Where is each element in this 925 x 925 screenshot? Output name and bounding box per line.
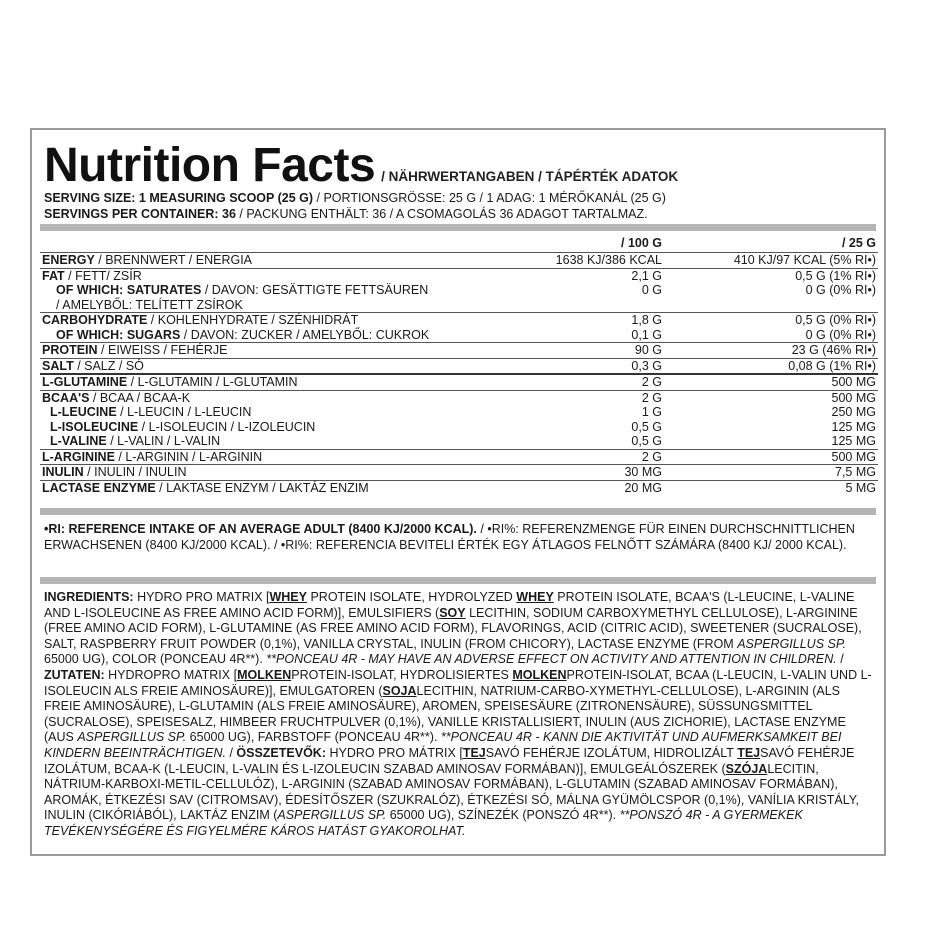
table-row: / AMELYBŐL: TELÍTETT ZSÍROK bbox=[56, 297, 243, 312]
servings-label: SERVINGS PER CONTAINER: 36 bbox=[44, 207, 236, 221]
label-title: Nutrition Facts bbox=[44, 139, 376, 192]
col-25g-header: / 25 G bbox=[841, 236, 876, 250]
nutrition-label bbox=[30, 128, 886, 856]
table-row: L-LEUCINE / L-LEUCIN / L-LEUCIN 1 G 250 MG bbox=[50, 405, 876, 420]
nutrition-table bbox=[40, 234, 878, 495]
ingredients-text: INGREDIENTS: HYDRO PRO MATRIX [WHEY PROTEIN ISOLATE, HYDROLYZED WHEY PROTEIN ISOLATE, BCAA'S (L-LEUCINE, L-VALINE AND L-ISOLEUCINE AS FREE AMINO ACID FORM)], EMULSIFIERS (SOY LECITHIN, SODIUM CARBOXYMETHYL CELLULOSE), L-ARGININE (FREE AMINO ACID FORM), L-GLUTAMINE (AS FREE AMINO ACID FORM), FLAVORINGS, ACID (CITRIC ACID), SWEETENER (SUCRALOSE), SALT, RASPBERRY FRUIT POWDER (0,1%), VANILLA CRYSTAL, INULIN (FROM CHICORY), LACTASE ENZYME (FROM ASPERGILLUS SP. 65000 UG), COLOR (PONCEAU 4R**). **PONCEAU 4R - MAY HAVE AN ADVERSE EFFECT ON ACTIVITY AND ATTENTION IN CHILDREN. / ZUTATEN: HYDROPRO MATRIX [MOLKENPROTEIN-ISOLAT, HYDROLISIERTES MOLKENPROTEIN-ISOLAT, BCAA (L-LEUCIN, L-VALIN UND L-ISOLEUCIN ALS FREIE AMINOSÄURE)], EMULGATOREN (SOJALECITHIN, NATRIUM-CARBO-XYMETHYL-CELLULOSE), L-ARGININ (ALS FREIE AMINOSÄURE), L-GLUTAMIN (ALS FREIE AMINOSÄURE), AROMEN, SPEISESÄURE (ZITRONENSÄURE), SÜSSUNGSMITTEL (SUCRALOSE), SPEISESALZ, HIMBEER FRUCHTPULVER (0,1%), VANILLE KRISTALLISIERT, INULIN (AUS ZICHORIE), LACTASE ENZYME (AUS ASPERGILLUS SP. 65000 UG), FARBSTOFF (PONCEAU 4R**). **PONCEAU 4R - KANN DIE AKTIVITÄT UND AUFMERKSAMKEIT BEI KINDERN BEEINTRÄCHTIGEN. / ÖSSZETEVŐK: HYDRO PRO MÁTRIX [TEJSAVÓ FEHÉRJE IZOLÁTUM, HIDROLIZÁLT TEJSAVÓ FEHÉRJE IZOLÁTUM, BCAA-K (L-LEUCIN, L-VALIN ÉS L-IZOLEUCIN SZABAD AMINOSAV FORMÁBAN)], EMULGEÁLÓSZEREK (SZÓJALECITIN, NÁTRIUM-KARBOXI-METIL-CELLULÓZ), L-ARGININ (SZABAD AMINOSAV FORMÁBAN), L-GLUTAMIN (SZABAD AMINOSAV FORMÁBAN), AROMÁK, ÉTKEZÉSI SAV (CITROMSAV), ÉDESÍTŐSZER (SZUKRALÓZ), ÉTKEZÉSI SÓ, MÁLNA GYÜMÖLCSPOR (0,1%), VANÍLIA KRISTÁLY, INULIN (CIKÓRIÁBÓL), LAKTÁZ ENZIM (ASPERGILLUS SP. 65000 UG), SZÍNEZÉK (PONSZÓ 4R**). **PONSZÓ 4R - A GYERMEKEK TEVÉKENYSÉGÉRE ÉS FIGYELMÉRE KÁROS HATÁST GYAKOROLHAT. bbox=[44, 590, 872, 838]
divider bbox=[40, 224, 876, 231]
table-row: OF WHICH: SATURATES / DAVON: GESÄTTIGTE FETTSÄUREN 0 G 0 G (0% RI•) bbox=[56, 283, 876, 298]
title-row bbox=[44, 138, 678, 193]
servings-rest: / PACKUNG ENTHÄLT: 36 / A CSOMAGOLÁS 36 ADAGOT TARTALMAZ. bbox=[235, 207, 648, 221]
reference-intake-note: •RI: REFERENCE INTAKE OF AN AVERAGE ADULT (8400 KJ/2000 KCAL). / •RI%: REFERENZMENGE FÜR EINEN DURCHSCHNITTLICHEN ERWACHSENEN (8400 KJ/2000 KCAL). / •RI%: REFERENCIA BEVITELI ÉRTÉK EGY ÁTLAGOS FELNŐTT SZÁMÁRA (8400 KJ/ 2000 KCAL). bbox=[44, 522, 855, 552]
col-100g-header: / 100 G bbox=[621, 236, 662, 250]
serving-size-label: SERVING SIZE: 1 MEASURING SCOOP (25 G) bbox=[44, 191, 314, 205]
table-row: PROTEIN / EIWEISS / FEHÉRJE 90 G 23 G (46% RI•) bbox=[42, 343, 876, 358]
label-subtitle: / NÄHRWERTANGABEN / TÁPÉRTÉK ADATOK bbox=[381, 169, 679, 184]
table-row: BCAA'S / BCAA / BCAA-K 2 G 500 MG bbox=[42, 390, 876, 405]
table-row: ENERGY / BRENNWERT / ENERGIA 1638 KJ/386 KCAL 410 KJ/97 KCAL (5% RI•) bbox=[42, 253, 876, 268]
serving-size-rest: / PORTIONSGRÖSSE: 25 G / 1 ADAG: 1 MÉRŐKANÁL (25 G) bbox=[313, 191, 666, 205]
table-header bbox=[40, 234, 878, 253]
serving-info bbox=[44, 190, 666, 222]
table-row: L-ARGININE / L-ARGININ / L-ARGININ 2 G 500 MG bbox=[42, 449, 876, 464]
table-row: INULIN / INULIN / INULIN 30 MG 7,5 MG bbox=[42, 465, 876, 480]
divider bbox=[40, 508, 876, 515]
table-row: L-GLUTAMINE / L-GLUTAMIN / L-GLUTAMIN 2 G 500 MG bbox=[42, 375, 876, 390]
table-row: OF WHICH: SUGARS / DAVON: ZUCKER / AMELYBŐL: CUKROK 0,1 G 0 G (0% RI•) bbox=[56, 327, 876, 342]
table-row: L-ISOLEUCINE / L-ISOLEUCIN / L-IZOLEUCIN 0,5 G 125 MG bbox=[50, 419, 876, 434]
table-row: CARBOHYDRATE / KOHLENHYDRATE / SZÉNHIDRÁT 1,8 G 0,5 G (0% RI•) bbox=[42, 313, 876, 328]
divider bbox=[40, 577, 876, 584]
table-row: LACTASE ENZYME / LAKTASE ENZYM / LAKTÁZ ENZIM 20 MG 5 MG bbox=[42, 480, 876, 495]
table-row: SALT / SALZ / SÓ 0,3 G 0,08 G (1% RI•) bbox=[42, 358, 876, 373]
table-row: FAT / FETT/ ZSÍR 2,1 G 0,5 G (1% RI•) bbox=[42, 268, 876, 283]
table-row: L-VALINE / L-VALIN / L-VALIN 0,5 G 125 MG bbox=[50, 434, 876, 449]
